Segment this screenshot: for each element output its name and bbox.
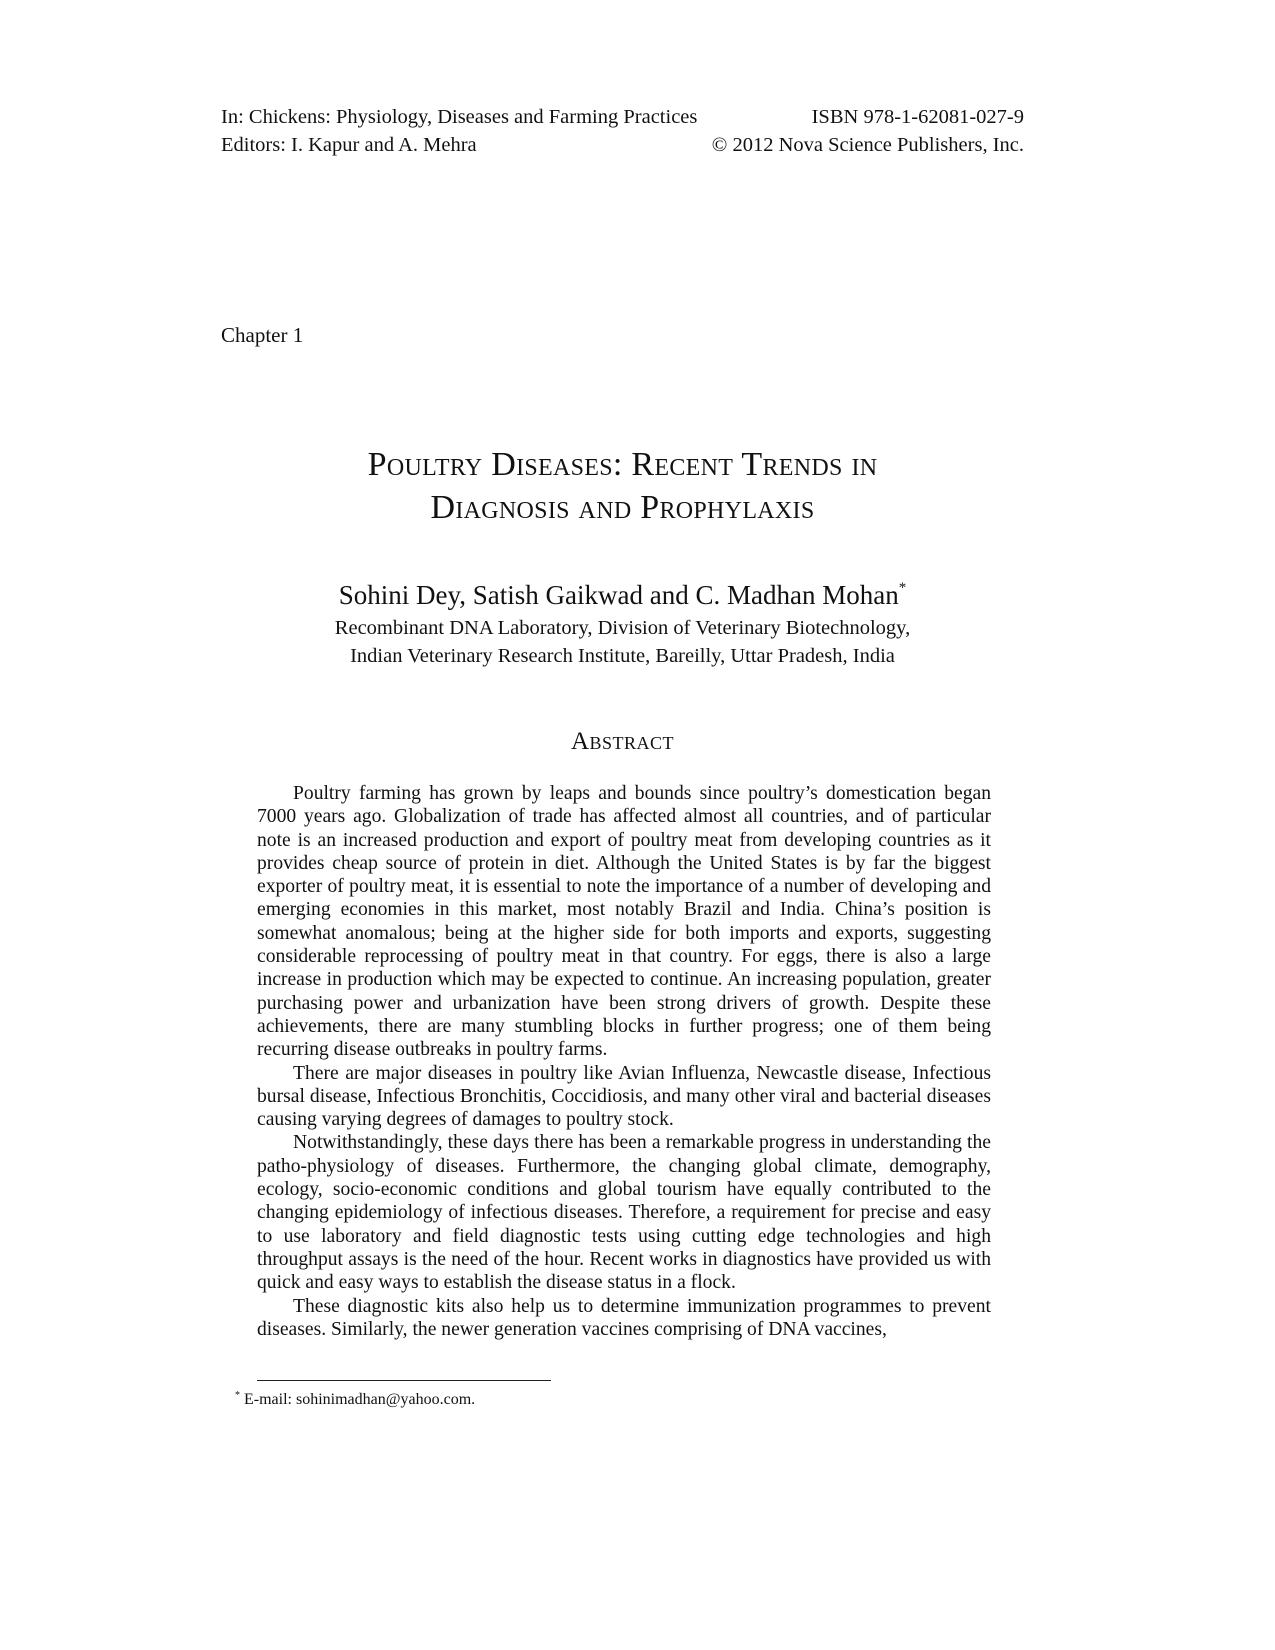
affiliation-line-2: Indian Veterinary Research Institute, Bareilly, Uttar Pradesh, India <box>350 645 895 667</box>
footnote-divider <box>257 1380 551 1381</box>
corresponding-author-marker: * <box>898 580 907 596</box>
footnote <box>235 1390 475 1410</box>
chapter-label: Chapter 1 <box>221 323 304 347</box>
abstract-paragraph: Notwithstandingly, these days there has been a remarkable progress in understanding the patho-physiology of diseases. Furthermore, the changing global climate, demography, ecology, socio-economic conditions and global tourism have equally contributed to the changing epidemiology of infectious diseases. Therefore, a requirement for precise and easy to use laboratory and field diagnostic tests using cutting edge technologies and high throughput assays is the need of the hour. Recent works in diagnostics have provided us with quick and easy ways to establish the disease status in a flock. <box>257 1132 991 1294</box>
isbn: ISBN 978-1-62081-027-9 <box>811 106 1024 128</box>
author-list <box>221 578 1024 612</box>
title-line-2: Diagnosis and Prophylaxis <box>430 489 815 526</box>
copyright: © 2012 Nova Science Publishers, Inc. <box>711 134 1024 156</box>
abstract-paragraph: These diagnostic kits also help us to determine immunization programmes to prevent diseases. Similarly, the newer generation vaccines comprising of DNA vaccines, <box>257 1295 991 1340</box>
title-line-1: Poultry Diseases: Recent Trends in <box>367 446 878 483</box>
editors: Editors: I. Kapur and A. Mehra <box>221 134 477 156</box>
affiliation-line-1: Recombinant DNA Laboratory, Division of Veterinary Biotechnology, <box>334 617 911 639</box>
running-header <box>221 103 1024 159</box>
footnote-text: E-mail: sohinimadhan@yahoo.com. <box>240 1391 476 1408</box>
affiliation <box>221 614 1024 670</box>
chapter-title <box>221 443 1024 529</box>
header-row-1 <box>221 103 1024 131</box>
abstract-paragraph: There are major diseases in poultry like Avian Influenza, Newcastle disease, Infectious bursal disease, Infectious Bronchitis, Coccidiosis, and many other viral and bacterial diseases causing varying degrees of damages to poultry stock. <box>257 1062 991 1131</box>
footnote-marker: * <box>235 1390 240 1401</box>
book-title: In: Chickens: Physiology, Diseases and Farming Practices <box>221 106 698 128</box>
author-names: Sohini Dey, Satish Gaikwad and C. Madhan Mohan <box>338 580 899 610</box>
abstract-paragraph: Poultry farming has grown by leaps and bounds since poultry’s domestication began 7000 years ago. Globalization of trade has affected almost all countries, and of particular note is an increased production and export of poultry meat from developing countries as it provides cheap source of protein in diet. Although the United States is by far the biggest exporter of poultry meat, it is essential to note the importance of a number of developing and emerging economies in this market, most notably Brazil and India. China’s position is somewhat anomalous; being at the higher side for both imports and exports, suggesting considerable reprocessing of poultry meat in that country. For eggs, there is also a large increase in production which may be expected to continue. An increasing population, greater purchasing power and urbanization have been strong drivers of growth. Despite these achievements, there are many stumbling blocks in further progress; one of them being recurring disease outbreaks in poultry farms. <box>257 783 991 1061</box>
abstract-heading: Abstract <box>570 728 675 755</box>
abstract-body <box>257 782 991 1341</box>
header-row-2 <box>221 131 1024 159</box>
